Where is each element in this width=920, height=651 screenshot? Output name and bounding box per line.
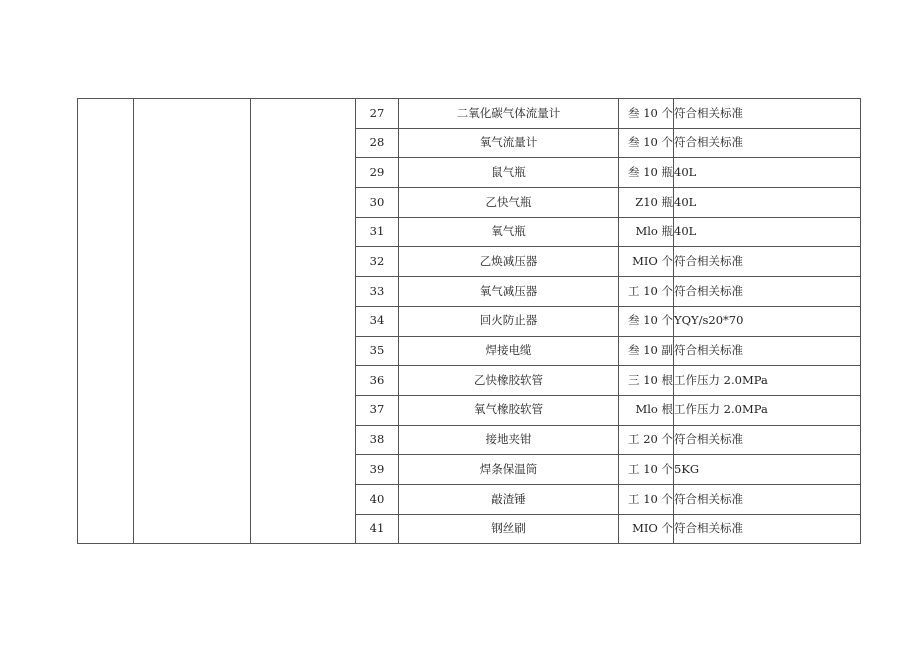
item-spec: 40L	[674, 188, 861, 218]
table-body	[78, 99, 861, 544]
item-quantity: MIO 个	[619, 514, 674, 544]
item-name: 氧气减压器	[399, 277, 619, 307]
item-quantity: 三 10 根	[619, 366, 674, 396]
item-quantity: 工 10 个	[619, 484, 674, 514]
item-spec: 符合相关标准	[674, 484, 861, 514]
item-spec: 符合相关标准	[674, 247, 861, 277]
row-number: 33	[356, 277, 399, 307]
item-quantity: 工 10 个	[619, 455, 674, 485]
merged-cell-a	[78, 99, 134, 544]
item-spec: 40L	[674, 158, 861, 188]
item-spec: 5KG	[674, 455, 861, 485]
row-number: 27	[356, 99, 399, 129]
row-number: 38	[356, 425, 399, 455]
item-spec: 40L	[674, 217, 861, 247]
row-number: 32	[356, 247, 399, 277]
item-name: 乙快气瓶	[399, 188, 619, 218]
item-spec: 符合相关标准	[674, 99, 861, 129]
item-name: 氧气橡胶软管	[399, 395, 619, 425]
equipment-table	[77, 98, 861, 544]
item-spec: 符合相关标准	[674, 128, 861, 158]
row-number: 37	[356, 395, 399, 425]
item-name: 回火防止器	[399, 306, 619, 336]
item-quantity: MIO 个	[619, 247, 674, 277]
item-quantity: Mlo 瓶	[619, 217, 674, 247]
item-quantity: 叁 10 个	[619, 99, 674, 129]
row-number: 41	[356, 514, 399, 544]
item-spec: 工作压力 2.0MPa	[674, 366, 861, 396]
row-number: 30	[356, 188, 399, 218]
row-number: 36	[356, 366, 399, 396]
item-quantity: Z10 瓶	[619, 188, 674, 218]
row-number: 35	[356, 336, 399, 366]
item-quantity: 叁 10 瓶	[619, 158, 674, 188]
item-name: 乙焕减压器	[399, 247, 619, 277]
item-name: 钢丝刷	[399, 514, 619, 544]
item-spec: 符合相关标准	[674, 514, 861, 544]
row-number: 31	[356, 217, 399, 247]
row-number: 40	[356, 484, 399, 514]
item-quantity: 叁 10 个	[619, 128, 674, 158]
item-spec: 符合相关标准	[674, 277, 861, 307]
row-number: 34	[356, 306, 399, 336]
item-spec: YQY/s20*70	[674, 306, 861, 336]
merged-cell-b	[134, 99, 251, 544]
row-number: 29	[356, 158, 399, 188]
item-quantity: 叁 10 个	[619, 306, 674, 336]
item-name: 焊接电缆	[399, 336, 619, 366]
item-name: 氧气流量计	[399, 128, 619, 158]
item-name: 接地夹钳	[399, 425, 619, 455]
item-name: 鼠气瓶	[399, 158, 619, 188]
item-name: 敲渣锤	[399, 484, 619, 514]
table-row	[78, 99, 861, 129]
item-spec: 符合相关标准	[674, 336, 861, 366]
item-quantity: 叁 10 副	[619, 336, 674, 366]
row-number: 39	[356, 455, 399, 485]
merged-cell-c	[251, 99, 356, 544]
item-quantity: 工 10 个	[619, 277, 674, 307]
item-name: 二氧化碳气体流量计	[399, 99, 619, 129]
item-quantity: Mlo 根	[619, 395, 674, 425]
row-number: 28	[356, 128, 399, 158]
item-name: 氧气瓶	[399, 217, 619, 247]
item-name: 乙快橡胶软管	[399, 366, 619, 396]
item-quantity: 工 20 个	[619, 425, 674, 455]
item-spec: 工作压力 2.0MPa	[674, 395, 861, 425]
item-name: 焊条保温筒	[399, 455, 619, 485]
item-spec: 符合相关标准	[674, 425, 861, 455]
